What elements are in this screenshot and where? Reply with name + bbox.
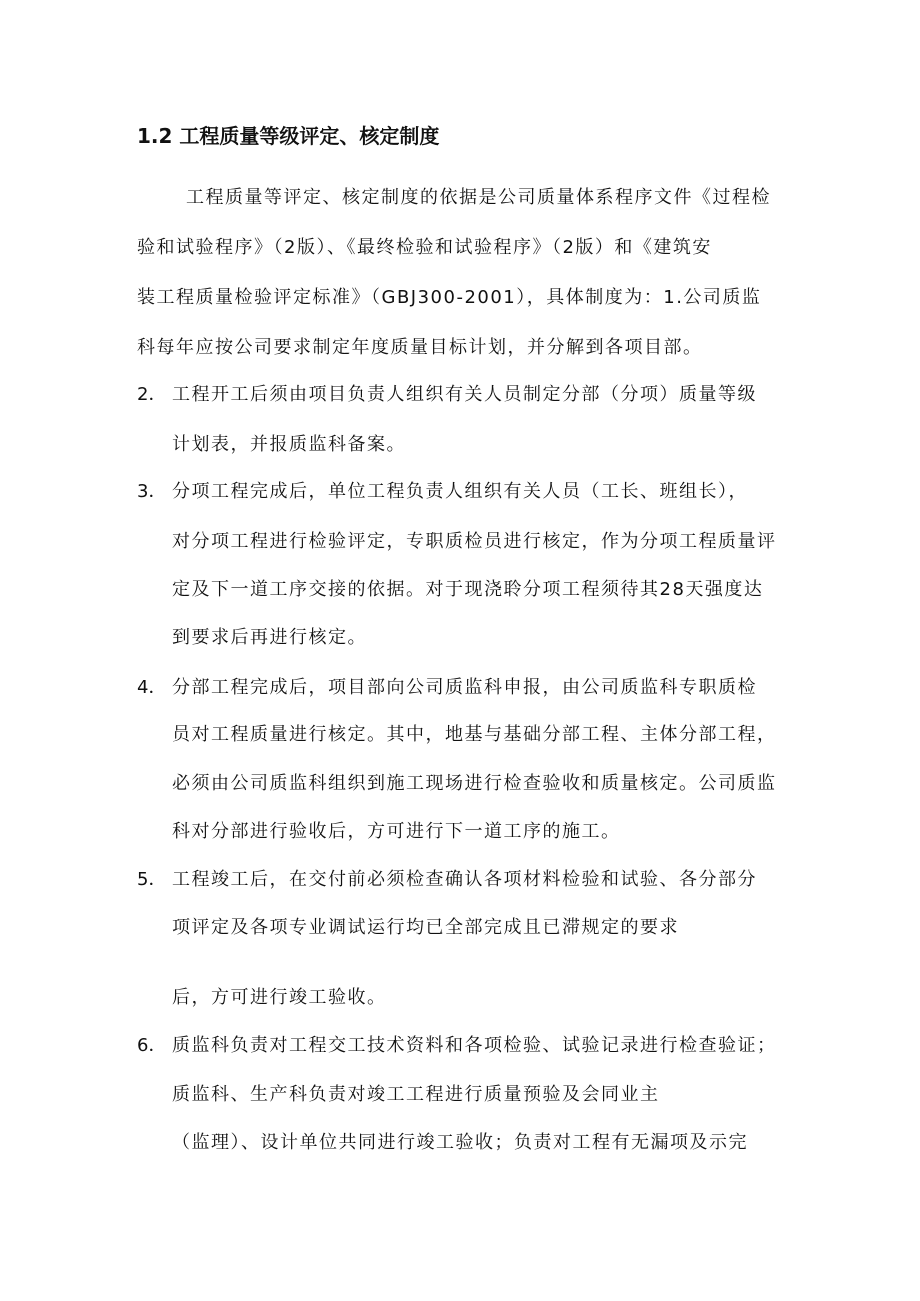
item-number: 2． bbox=[137, 384, 167, 405]
item-line: 质监科、生产科负责对竣工工程进行质量预验及会同业主 bbox=[172, 1084, 660, 1105]
intro-line: 装工程质量检验评定标准》（GBJ300-2001），具体制度为：1.公司质监 bbox=[137, 287, 762, 308]
intro-line: 验和试验程序》（2版）、《最终检验和试验程序》（2版）和《建筑安 bbox=[137, 237, 712, 258]
item-line: 计划表，并报质监科备案。 bbox=[172, 434, 406, 455]
item-line: 后，方可进行竣工验收。 bbox=[172, 987, 387, 1008]
item-line: 工程开工后须由项目负责人组织有关人员制定分部（分项）质量等级 bbox=[172, 384, 757, 405]
item-line: 员对工程质量进行核定。其中，地基与基础分部工程、主体分部工程， bbox=[172, 724, 777, 745]
intro-line: 科每年应按公司要求制定年度质量目标计划，并分解到各项目部。 bbox=[137, 337, 703, 358]
item-line: 工程竣工后，在交付前必须检查确认各项材料检验和试验、各分部分 bbox=[172, 869, 757, 890]
item-number: 6． bbox=[137, 1035, 167, 1056]
item-number: 5． bbox=[137, 869, 167, 890]
item-line: 科对分部进行验收后，方可进行下一道工序的施工。 bbox=[172, 821, 621, 842]
item-line: 到要求后再进行核定。 bbox=[172, 627, 367, 648]
item-line: 分部工程完成后，项目部向公司质监科申报，由公司质监科专职质检 bbox=[172, 677, 757, 698]
item-line: 对分项工程进行检验评定，专职质检员进行核定，作为分项工程质量评 bbox=[172, 531, 777, 552]
item-line: 质监科负责对工程交工技术资料和各项检验、试验记录进行检查验证； bbox=[172, 1035, 777, 1056]
section-heading: 1.2 工程质量等级评定、核定制度 bbox=[137, 124, 440, 148]
item-line: （监理）、设计单位共同进行竣工验收；负责对工程有无漏项及示完 bbox=[172, 1132, 748, 1153]
item-line: 分项工程完成后，单位工程负责人组织有关人员（工长、班组长）， bbox=[172, 481, 748, 502]
intro-line: 工程质量等评定、核定制度的依据是公司质量体系程序文件《过程检 bbox=[186, 187, 771, 208]
item-line: 定及下一道工序交接的依据。对于现浇聆分项工程须待其28天强度达 bbox=[172, 579, 764, 600]
item-number: 3． bbox=[137, 481, 167, 502]
item-number: 4． bbox=[137, 677, 167, 698]
item-line: 项评定及各项专业调试运行均已全部完成且已滞规定的要求 bbox=[172, 917, 679, 938]
item-line: 必须由公司质监科组织到施工现场进行检查验收和质量核定。公司质监 bbox=[172, 773, 777, 794]
